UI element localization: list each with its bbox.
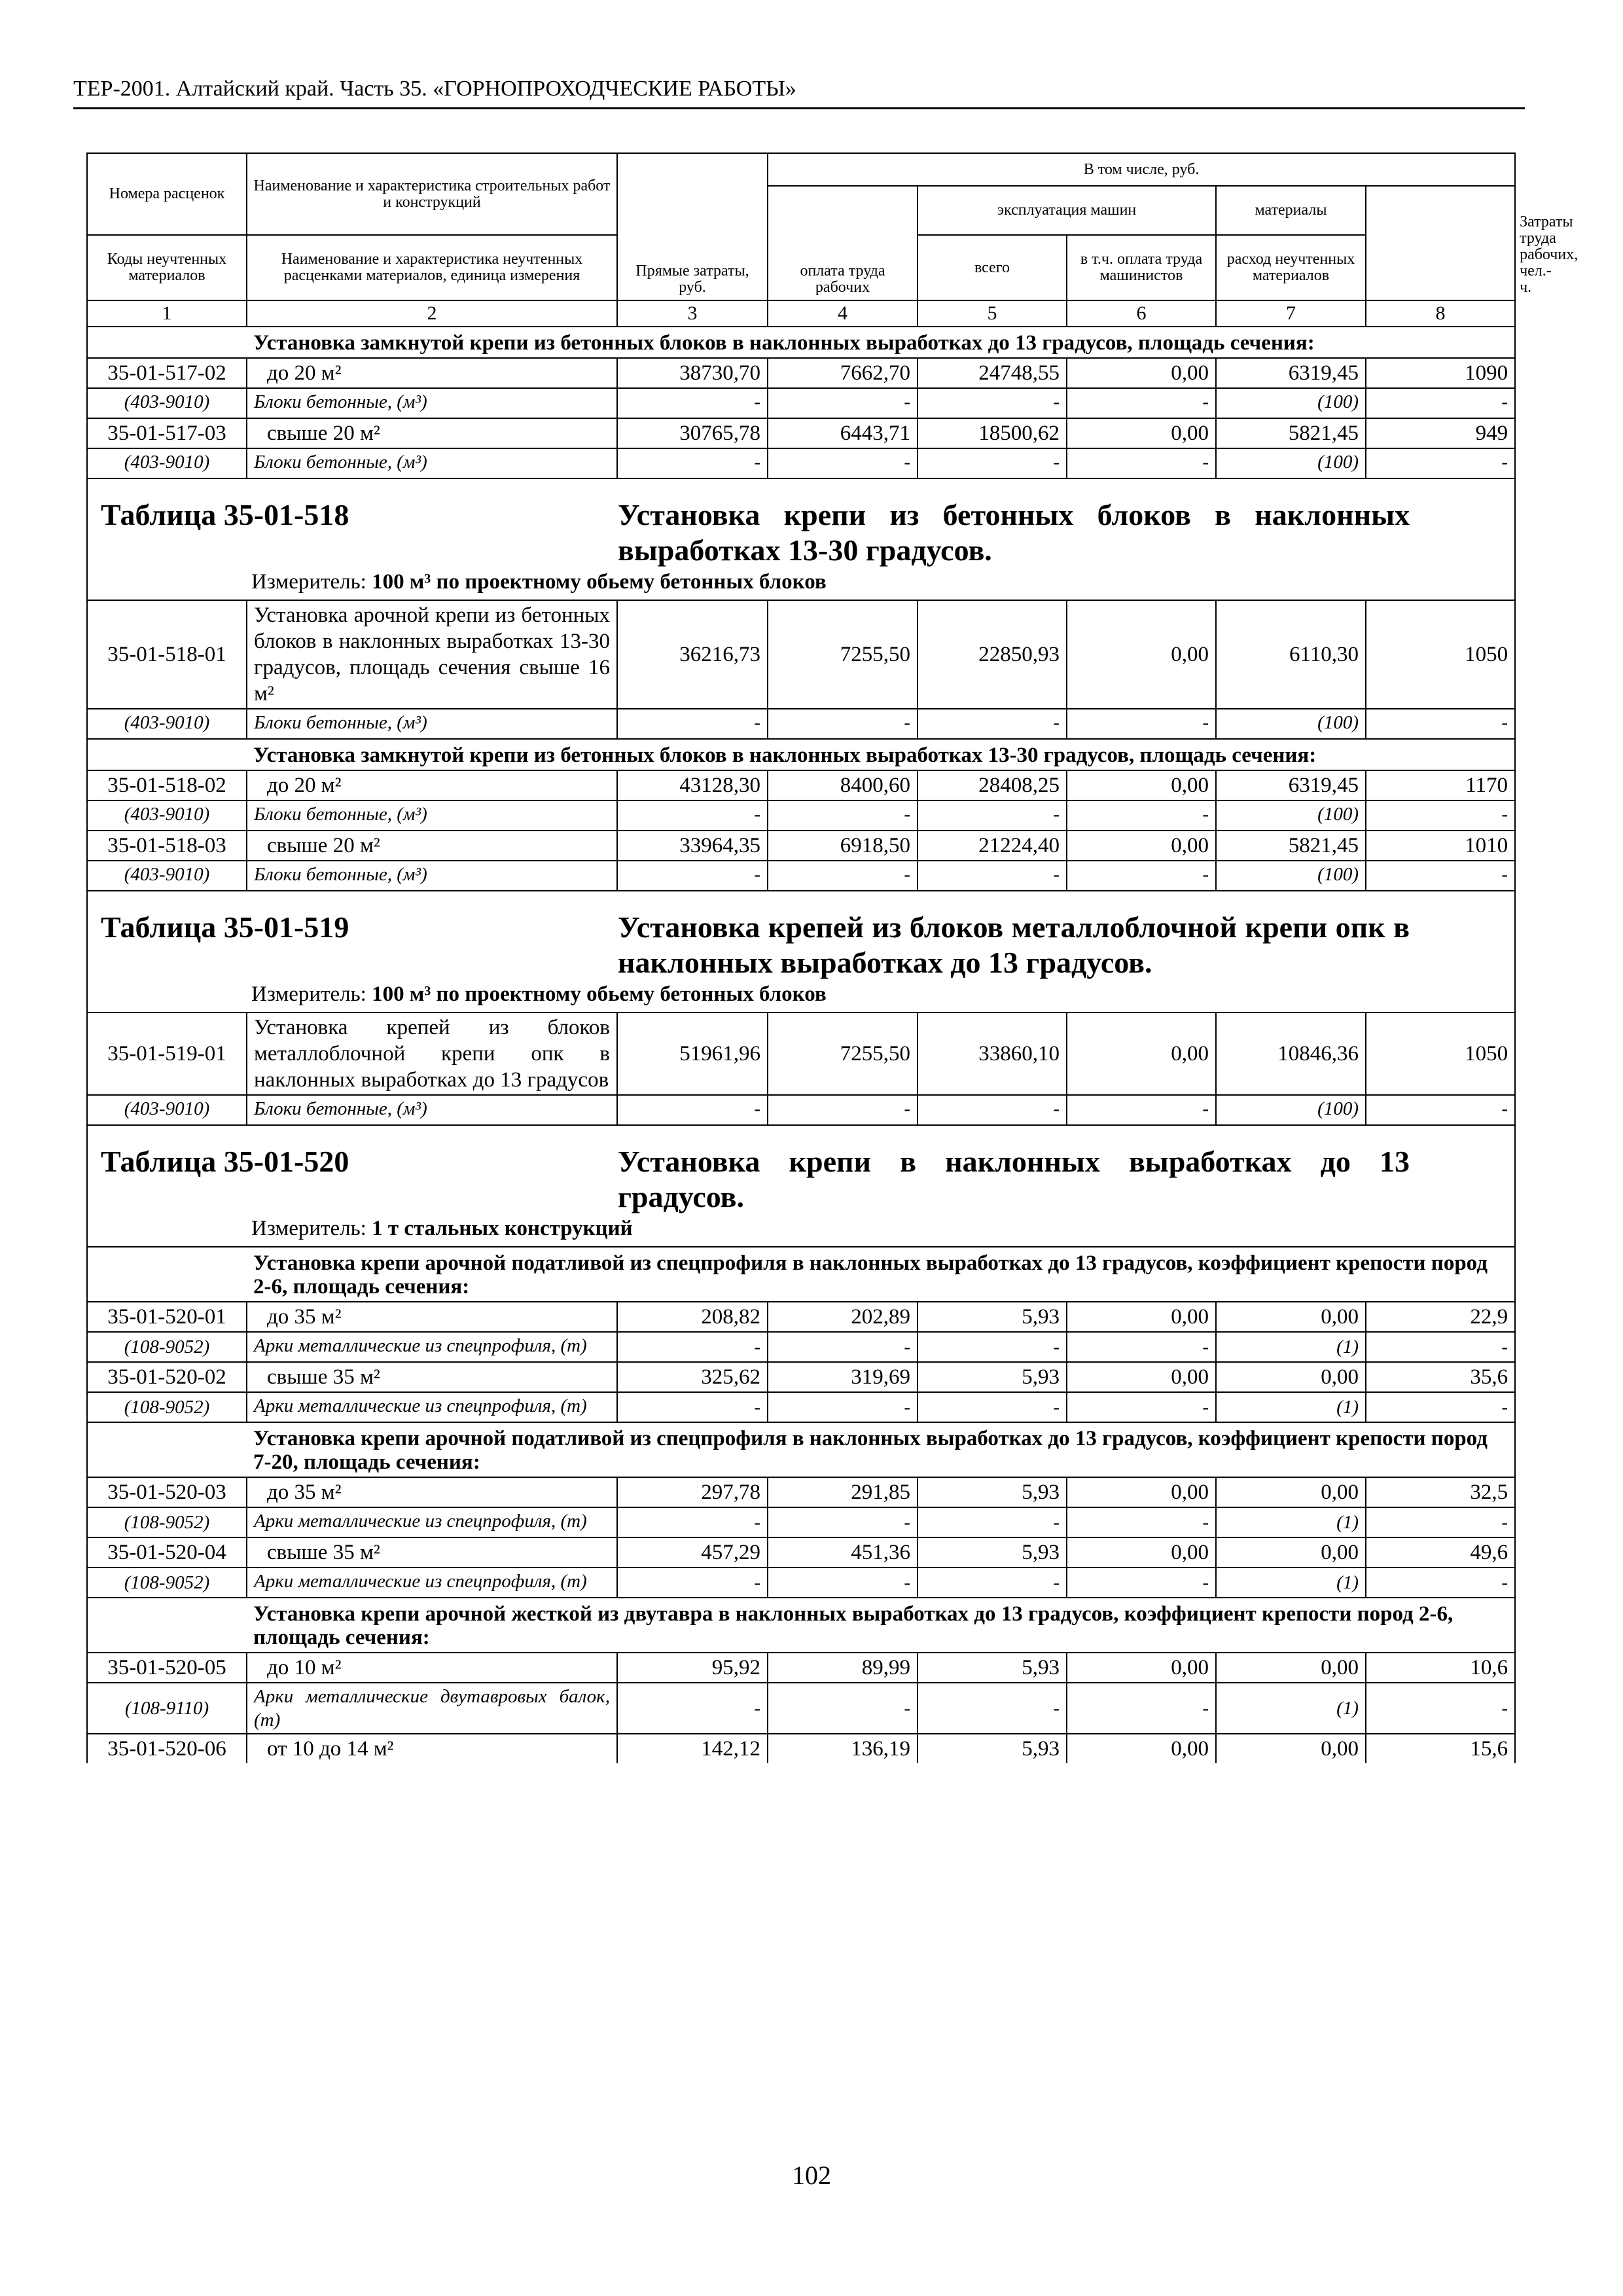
dash: - [1366,1568,1515,1598]
running-header: ТЕР-2001. Алтайский край. Часть 35. «ГОРНОПРОХОДЧЕСКИЕ РАБОТЫ» [73,73,1525,109]
dash: - [918,861,1067,891]
labor-costs: 1050 [1366,1013,1515,1095]
rate-name: свыше 20 м² [247,831,617,861]
direct-costs: 95,92 [617,1653,768,1683]
dash: - [768,800,918,831]
direct-costs: 142,12 [617,1734,768,1763]
col-material-name: Наименование и характеристика неучтенных расценками материалов, единица измерения [247,235,617,300]
dash: - [1366,800,1515,831]
col-num: 3 [617,300,768,327]
col-unaccounted: расход неучтенных материалов [1216,235,1366,300]
table-name: Установка крепи в наклонных выработках до 13 градусов. [618,1145,1410,1213]
dash: - [1067,388,1216,418]
wages: 291,85 [768,1477,918,1507]
direct-costs: 457,29 [617,1537,768,1568]
direct-costs: 30765,78 [617,418,768,448]
labor-costs: 22,9 [1366,1302,1515,1332]
labor-costs: 15,6 [1366,1734,1515,1763]
section-row [87,739,1515,770]
dash: - [918,1683,1067,1734]
dash: - [768,1507,918,1537]
material-name: Арки металлические из спецпрофиля, (т) [247,1507,617,1537]
measure-label: Измеритель: [251,570,366,594]
rate-code: 35-01-518-01 [87,600,247,709]
measure-label: Измеритель: [251,982,366,1006]
wages: 8400,60 [768,770,918,800]
machinist-wages: 0,00 [1067,831,1216,861]
direct-costs: 33964,35 [617,831,768,861]
table-number: Таблица 35-01-519 [101,910,349,944]
col-incl-wages: в т.ч. оплата труда машинистов [1067,235,1216,300]
table-row [87,1653,1515,1683]
col-num: 5 [918,300,1067,327]
machinist-wages: 0,00 [1067,1734,1216,1763]
dash: - [617,1332,768,1362]
table-row [87,1537,1515,1568]
material-code: (108-9110) [87,1683,247,1734]
table-row [87,1013,1515,1095]
table-row [87,1302,1515,1332]
section-row [87,327,1515,358]
materials: 0,00 [1216,1734,1366,1763]
dash: - [617,1568,768,1598]
machines-total: 5,93 [918,1477,1067,1507]
col-wages: оплата труда рабочих [768,186,918,300]
labor-costs: 1090 [1366,358,1515,388]
direct-costs: 325,62 [617,1362,768,1392]
material-qty: (100) [1216,861,1366,891]
wages: 6443,71 [768,418,918,448]
material-code: (108-9052) [87,1332,247,1362]
table-row [87,1362,1515,1392]
direct-costs: 208,82 [617,1302,768,1332]
rates-table: Номера расценок Наименование и характеристика строительных работ и конструкций Прямые затраты, руб. В том числе, руб. Затраты труда рабочих, чел.-ч. оплата труда рабочих эксплуатация машин материалы Коды неучтенных материалов Наименование и характеристика неучтенных расценками материалов, единица измерения всего в т.ч. оплата труда машинистов расход неучтенных материалов 1 2 3 4 5 6 7 8 Установка замкнутой крепи из бетонных блоков в наклонных выработках до 13 градусов, площадь сечения: 35-01-517-02 до 20 м² 38730,70 7662,70 24748,55 0,00 6319,45 1090 (403-9010) Блоки бетонные, (м³) - - - - (100) - 35-01-517-03 свыше 20 м² 30765,78 6443,71 18500,62 0,00 5821,45 949 (403-9010) Блоки бетонные, (м³) - - - - (100) - Таблица 35-01-518 Установка крепи из бетонных блоков в наклонных выработках 13-30 градусов. Измеритель: 100 м³ по проектному обьему бетонных блоков 35-01-518-01 Установка арочной крепи из бетонных блоков в наклонных выработках 13-30 градусов, площадь сечения свыше 16 м² 36216,73 7255,50 22850,93 0,00 6110,30 1050 (403-9010) Блоки бетонные, (м³) - - - - (100) - Установка замкнутой крепи из бетонных блоков в наклонных выработках 13-30 градусов, площадь сечения: 35-01-518-02 до 20 м² 43128,30 8400,60 28408,25 0,00 6319,45 1170 (403-9010) Блоки бетонные, (м³) - - - - (100) - 35-01-518-03 свыше 20 м² 33964,35 6918,50 21224,40 0,00 5821,45 1010 (403-9010) Блоки бетонные, (м³) - - - - (100) - Таблица 35-01-519 Установка крепей из блоков металлоблочной крепи опк в наклонных выработках до 13 градусов. Измеритель: 100 м³ по проектному обьему бетонных блоков 35-01-519-01 Установка крепей из блоков металлоблочной крепи опк в наклонных выработках до 13 градусов 51961,96 7255,50 33860,10 0,00 10846,36 1050 (403-9010) Блоки бетонные, (м³) - - - - (100) - Таблица 35-01-520 Установка крепи в наклонных выработках до 13 градусов. Измеритель: 1 т стальных конструкций Установка крепи арочной податливой из спецпрофиля в наклонных выработках до 13 градусов, коэффициент крепости пород 2-6, площадь сечения: 35-01-520-01 до 35 м² 208,82 202,89 5,93 0,00 0,00 22,9 (108-9052) Арки металлические из спецпрофиля, (т) - - - - (1) - 35-01-520-02 свыше 35 м² 325,62 319,69 5,93 0,00 0,00 35,6 (108-9052) Арки металлические из спецпрофиля, (т) - - - - (1) - Установка крепи арочной податливой из спецпрофиля в наклонных выработках до 13 градусов, коэффициент крепости пород 7-20, площадь сечения: 35-01-520-03 до 35 м² 297,78 291,85 5,93 0,00 0,00 32,5 (108-9052) Арки металлические из спецпрофиля, (т) - - - - (1) - 35-01-520-04 свыше 35 м² 457,29 451,36 5,93 0,00 0,00 49,6 (108-9052) Арки металлические из спецпрофиля, (т) - - - - (1) - Установка крепи арочной жесткой из двутавра в наклонных выработках до 13 градусов, коэффициент крепости пород 2-6, площадь сечения: 35-01-520-05 до 10 м² 95,92 89,99 5,93 0,00 0,00 10,6 (108-9110) Арки металлические двутавровых балок, (т) - - - - (1) - 35-01-520-06 от 10 до 14 м² 142,12 136,19 5,93 0,00 0,00 15,6 [86,152,1516,1763]
dash: - [768,448,918,478]
material-qty: (100) [1216,1095,1366,1125]
rate-code: 35-01-520-02 [87,1362,247,1392]
machines-total: 5,93 [918,1653,1067,1683]
labor-costs: 1010 [1366,831,1515,861]
machinist-wages: 0,00 [1067,1653,1216,1683]
section-row [87,1422,1515,1477]
rate-name: до 35 м² [247,1477,617,1507]
rate-code: 35-01-518-02 [87,770,247,800]
dash: - [768,1332,918,1362]
col-num: 7 [1216,300,1366,327]
section-row [87,1598,1515,1653]
col-num: 1 [87,300,247,327]
rate-name: от 10 до 14 м² [247,1734,617,1763]
col-num: 6 [1067,300,1216,327]
dash: - [1366,388,1515,418]
material-row [87,861,1515,891]
col-work-name: Наименование и характеристика строительных работ и конструкций [247,153,617,235]
material-code: (403-9010) [87,388,247,418]
section-title: Установка замкнутой крепи из бетонных блоков в наклонных выработках до 13 градусов, площадь сечения: [247,327,1515,358]
col-machines-total: всего [918,235,1067,300]
material-row [87,388,1515,418]
material-code: (403-9010) [87,861,247,891]
dash: - [1067,1683,1216,1734]
dash: - [918,448,1067,478]
material-code: (403-9010) [87,800,247,831]
wages: 7662,70 [768,358,918,388]
dash: - [918,1392,1067,1422]
table-heading [88,1126,1514,1215]
dash: - [1067,1095,1216,1125]
machinist-wages: 0,00 [1067,1537,1216,1568]
dash: - [918,1507,1067,1537]
materials: 6319,45 [1216,770,1366,800]
material-name: Блоки бетонные, (м³) [247,709,617,739]
rate-name: свыше 35 м² [247,1537,617,1568]
rate-code: 35-01-520-03 [87,1477,247,1507]
material-row [87,800,1515,831]
machinist-wages: 0,00 [1067,418,1216,448]
materials: 0,00 [1216,1362,1366,1392]
wages: 136,19 [768,1734,918,1763]
machines-total: 22850,93 [918,600,1067,709]
table-heading [88,479,1514,568]
machinist-wages: 0,00 [1067,1477,1216,1507]
dash: - [617,709,768,739]
table-heading-row [87,478,1515,600]
table-row [87,1734,1515,1763]
table-row [87,418,1515,448]
dash: - [918,388,1067,418]
dash: - [1067,1507,1216,1537]
materials: 0,00 [1216,1653,1366,1683]
material-row [87,709,1515,739]
material-name: Арки металлические из спецпрофиля, (т) [247,1568,617,1598]
rate-name: до 10 м² [247,1653,617,1683]
direct-costs: 36216,73 [617,600,768,709]
direct-costs: 51961,96 [617,1013,768,1095]
page-number: 102 [792,2161,831,2190]
dash: - [1067,448,1216,478]
rate-code: 35-01-519-01 [87,1013,247,1095]
wages: 451,36 [768,1537,918,1568]
labor-costs: 1050 [1366,600,1515,709]
material-qty: (100) [1216,448,1366,478]
rate-code: 35-01-520-04 [87,1537,247,1568]
materials: 0,00 [1216,1477,1366,1507]
material-code: (108-9052) [87,1568,247,1598]
column-numbers-row [87,300,1515,327]
measure-line [88,568,1514,600]
labor-costs: 949 [1366,418,1515,448]
labor-costs: 10,6 [1366,1653,1515,1683]
dash: - [1366,861,1515,891]
direct-costs: 38730,70 [617,358,768,388]
rate-name: Установка крепей из блоков металлоблочной крепи опк в наклонных выработках до 13 градусов [247,1013,617,1095]
material-code: (403-9010) [87,1095,247,1125]
dash: - [1067,1332,1216,1362]
rate-name: свыше 20 м² [247,418,617,448]
section-title: Установка крепи арочной податливой из спецпрофиля в наклонных выработках до 13 градусов, коэффициент крепости пород 2-6, площадь сечения: [247,1247,1515,1302]
dash: - [1067,1392,1216,1422]
table-heading [88,891,1514,980]
wages: 202,89 [768,1302,918,1332]
material-row [87,448,1515,478]
material-name: Арки металлические из спецпрофиля, (т) [247,1392,617,1422]
col-machines: эксплуатация машин [918,186,1216,235]
dash: - [768,1683,918,1734]
rate-code: 35-01-517-03 [87,418,247,448]
wages: 7255,50 [768,600,918,709]
material-code: (403-9010) [87,709,247,739]
measure-value: 100 м³ по проектному обьему бетонных блоков [372,570,827,594]
machines-total: 28408,25 [918,770,1067,800]
col-in-total: В том числе, руб. [768,153,1515,186]
dash: - [617,388,768,418]
dash: - [617,1392,768,1422]
dash: - [1366,1392,1515,1422]
dash: - [768,861,918,891]
dash: - [1366,1095,1515,1125]
machines-total: 5,93 [918,1362,1067,1392]
material-qty: (1) [1216,1332,1366,1362]
dash: - [768,709,918,739]
material-row [87,1392,1515,1422]
col-num: 2 [247,300,617,327]
table-number: Таблица 35-01-520 [101,1145,349,1178]
machines-total: 5,93 [918,1302,1067,1332]
material-qty: (100) [1216,800,1366,831]
materials: 0,00 [1216,1302,1366,1332]
machinist-wages: 0,00 [1067,600,1216,709]
rate-code: 35-01-518-03 [87,831,247,861]
table-heading-row [87,1125,1515,1247]
material-name: Блоки бетонные, (м³) [247,448,617,478]
labor-costs: 49,6 [1366,1537,1515,1568]
rate-code: 35-01-520-05 [87,1653,247,1683]
dash: - [918,1095,1067,1125]
machinist-wages: 0,00 [1067,358,1216,388]
materials: 5821,45 [1216,831,1366,861]
rate-name: Установка арочной крепи из бетонных блоков в наклонных выработках 13-30 градусов, площадь сечения свыше 16 м² [247,600,617,709]
machines-total: 33860,10 [918,1013,1067,1095]
table-heading-row [87,891,1515,1013]
material-qty: (100) [1216,388,1366,418]
machinist-wages: 0,00 [1067,1302,1216,1332]
measure-value: 100 м³ по проектному обьему бетонных блоков [372,982,827,1006]
labor-costs: 35,6 [1366,1362,1515,1392]
labor-costs: 32,5 [1366,1477,1515,1507]
direct-costs: 43128,30 [617,770,768,800]
dash: - [918,1568,1067,1598]
table-name: Установка крепи из бетонных блоков в наклонных выработках 13-30 градусов. [618,498,1410,567]
section-row [87,1247,1515,1302]
col-materials: материалы [1216,186,1366,235]
dash: - [1366,448,1515,478]
col-direct-costs: Прямые затраты, руб. [617,153,768,300]
material-code: (108-9052) [87,1507,247,1537]
material-row [87,1683,1515,1734]
section-title: Установка крепи арочной жесткой из двутавра в наклонных выработках до 13 градусов, коэффициент крепости пород 2-6, площадь сечения: [247,1598,1515,1653]
rate-code: 35-01-520-01 [87,1302,247,1332]
labor-costs: 1170 [1366,770,1515,800]
material-qty: (1) [1216,1507,1366,1537]
wages: 6918,50 [768,831,918,861]
section-title: Установка крепи арочной податливой из спецпрофиля в наклонных выработках до 13 градусов, коэффициент крепости пород 7-20, площадь сечения: [247,1422,1515,1477]
dash: - [617,861,768,891]
machines-total: 21224,40 [918,831,1067,861]
rate-code: 35-01-520-06 [87,1734,247,1763]
material-name: Блоки бетонные, (м³) [247,1095,617,1125]
table-row [87,770,1515,800]
rate-code: 35-01-517-02 [87,358,247,388]
rate-name: свыше 35 м² [247,1362,617,1392]
dash: - [768,1095,918,1125]
dash: - [1067,861,1216,891]
dash: - [617,1095,768,1125]
materials: 0,00 [1216,1537,1366,1568]
materials: 6319,45 [1216,358,1366,388]
dash: - [617,1507,768,1537]
dash: - [1067,1568,1216,1598]
material-name: Арки металлические двутавровых балок, (т) [247,1683,617,1734]
machines-total: 24748,55 [918,358,1067,388]
measure-line [88,1215,1514,1246]
materials: 10846,36 [1216,1013,1366,1095]
dash: - [918,1332,1067,1362]
dash: - [1366,1683,1515,1734]
rate-name: до 20 м² [247,770,617,800]
machines-total: 18500,62 [918,418,1067,448]
material-row [87,1095,1515,1125]
material-name: Блоки бетонные, (м³) [247,388,617,418]
rate-name: до 20 м² [247,358,617,388]
measure-value: 1 т стальных конструкций [372,1217,633,1240]
material-qty: (100) [1216,709,1366,739]
col-num: 8 [1366,300,1515,327]
material-name: Блоки бетонные, (м³) [247,800,617,831]
machinist-wages: 0,00 [1067,1362,1216,1392]
dash: - [1067,800,1216,831]
machinist-wages: 0,00 [1067,770,1216,800]
table-row [87,831,1515,861]
dash: - [768,1568,918,1598]
dash: - [1366,1507,1515,1537]
table-number: Таблица 35-01-518 [101,498,349,531]
table-row [87,1477,1515,1507]
wages: 89,99 [768,1653,918,1683]
rate-name: до 35 м² [247,1302,617,1332]
table-name: Установка крепей из блоков металлоблочной крепи опк в наклонных выработках до 13 градусов. [618,910,1410,979]
machinist-wages: 0,00 [1067,1013,1216,1095]
materials: 6110,30 [1216,600,1366,709]
materials: 5821,45 [1216,418,1366,448]
dash: - [768,388,918,418]
dash: - [617,448,768,478]
material-name: Арки металлические из спецпрофиля, (т) [247,1332,617,1362]
dash: - [918,709,1067,739]
material-qty: (1) [1216,1683,1366,1734]
wages: 7255,50 [768,1013,918,1095]
dash: - [768,1392,918,1422]
dash: - [918,800,1067,831]
section-title: Установка замкнутой крепи из бетонных блоков в наклонных выработках 13-30 градусов, площадь сечения: [247,739,1515,770]
col-material-codes: Коды неучтенных материалов [87,235,247,300]
measure-line [88,980,1514,1012]
material-name: Блоки бетонные, (м³) [247,861,617,891]
material-qty: (1) [1216,1568,1366,1598]
table-row [87,358,1515,388]
material-row [87,1332,1515,1362]
col-num: 4 [768,300,918,327]
dash: - [1366,1332,1515,1362]
dash: - [617,800,768,831]
material-qty: (1) [1216,1392,1366,1422]
dash: - [1366,709,1515,739]
material-row [87,1568,1515,1598]
col-rate-numbers: Номера расценок [87,153,247,235]
measure-label: Измеритель: [251,1217,366,1240]
direct-costs: 297,78 [617,1477,768,1507]
material-code: (108-9052) [87,1392,247,1422]
rates-table-wrapper [86,152,1578,1763]
table-row [87,600,1515,709]
machines-total: 5,93 [918,1537,1067,1568]
dash: - [1067,709,1216,739]
dash: - [617,1683,768,1734]
material-row [87,1507,1515,1537]
material-code: (403-9010) [87,448,247,478]
wages: 319,69 [768,1362,918,1392]
machines-total: 5,93 [918,1734,1067,1763]
